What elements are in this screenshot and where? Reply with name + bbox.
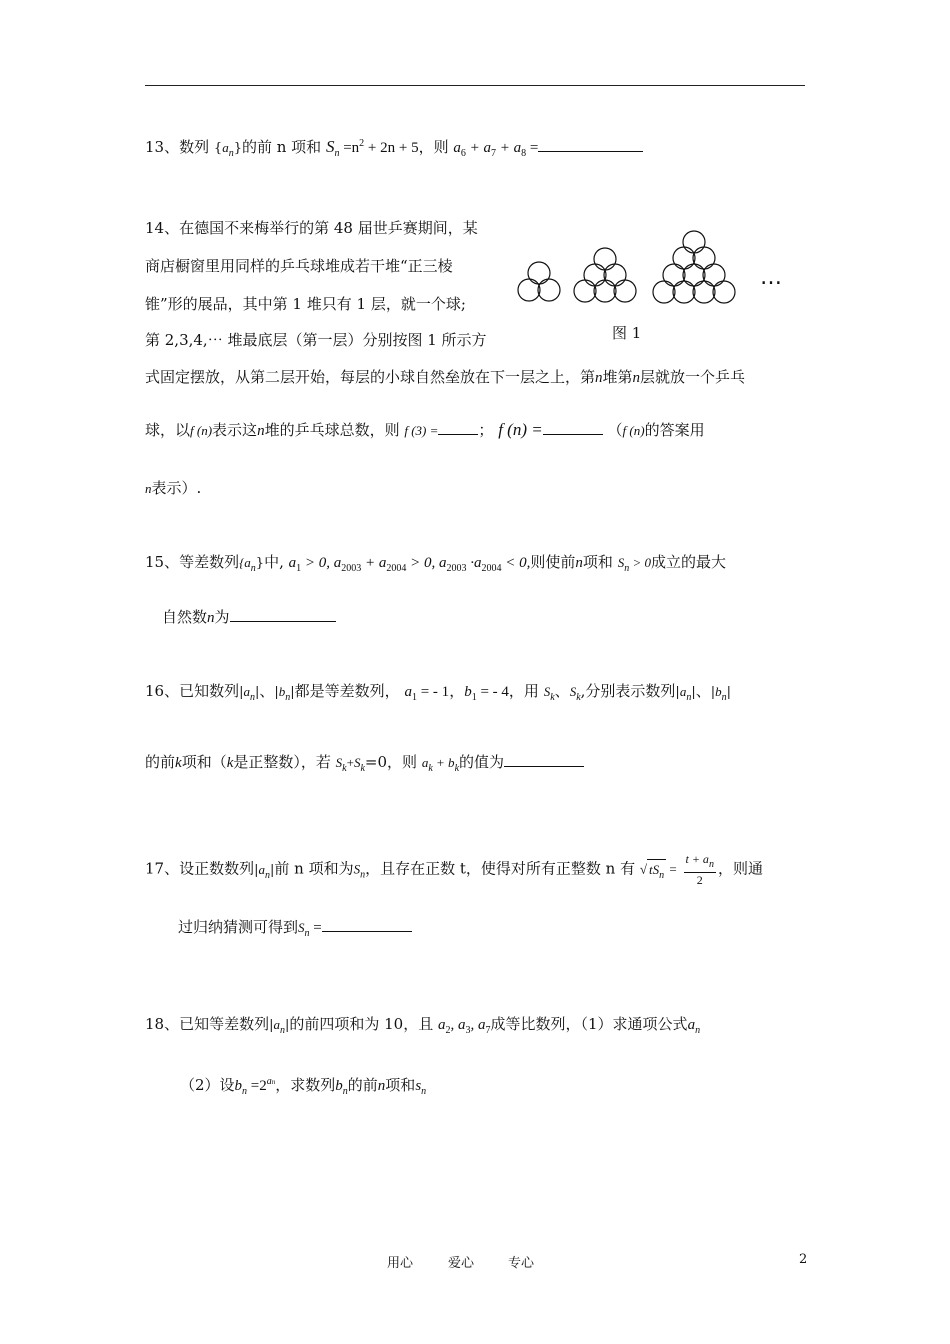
- footer-motto-1: 用心: [387, 1256, 414, 1271]
- problem-16-line-2: 的前k项和（k是正整数），若 $S_k+S_k=0$，则 $a_k + b_k$的值为: [145, 752, 584, 779]
- figure-caption: 图 1: [612, 324, 642, 342]
- fraction: $\frac{t + a_n}{2}$: [685, 852, 714, 887]
- pile-3-bottom-layer: [574, 248, 636, 302]
- problem-14-line-5: 式固定摆放，从第二层开始，每层的小球自然垒放在下一层之上，第n堆第n层就放一个乒乓: [145, 368, 746, 386]
- answer-blank[interactable]: [230, 607, 336, 622]
- page-number: 2: [799, 1252, 808, 1267]
- problem-number: 13: [145, 138, 165, 156]
- answer-blank[interactable]: [504, 752, 584, 767]
- answer-blank[interactable]: [538, 137, 643, 152]
- answer-blank[interactable]: [543, 420, 603, 435]
- problem-15-line-1: 15、等差数列$\{a_n\}$中, $a_1 > 0$, $a_{2003} + a_{2004} > 0$, $a_{2003} \cdot a_{2004} < 0$,则使前n项和 $S_n > 0$成立的最大: [145, 553, 726, 574]
- problem-13: 13、数列 $\{a_n\}$的前 n 项和 $S_n =n^2 + 2n + 5$，则 $a_6 + a_7 + a_8$ =: [145, 134, 643, 164]
- ellipsis-icon: …: [760, 265, 782, 290]
- problem-14-line-1: 14、在德国不来梅举行的第 48 届世乒赛期间，某: [145, 219, 478, 237]
- problem-17-line-1: 17、设正数数列$|a_n|$前 n 项和为$S_n$，且存在正数 t，使得对所有正整数 n 有 √ $tS_n$ = $\frac{t + a_n}{2}$ ，则通: [145, 852, 763, 887]
- problem-14-line-2: 商店橱窗里用同样的乒乓球堆成若干堆“正三棱: [145, 257, 453, 275]
- header-rule: [145, 85, 805, 86]
- problem-18-line-1: 18、已知等差数列$|a_n|$的前四项和为 10，且 $a_2$, $a_3$, $a_7$成等比数列，（1）求通项公式$a_n$: [145, 1015, 701, 1036]
- pile-2-bottom-layer: [518, 262, 560, 301]
- problem-18-line-2: （2）设$b_n =2^{an}$，求数列$b_n$的前n项和$s_n$: [180, 1076, 427, 1097]
- footer-motto-2: 爱心: [448, 1256, 475, 1271]
- ping-pong-pile-figure: [512, 228, 797, 348]
- problem-14-line-6: 球，以f (n)表示这n堆的乒乓球总数，则 f (3) = ； f (n) = （f (n)的答案用: [145, 420, 705, 439]
- problem-14-line-4: 第 2,3,4,⋯ 堆最底层（第一层）分别按图 1 所示方: [145, 331, 487, 349]
- answer-blank[interactable]: [322, 917, 412, 932]
- problem-15-line-2: 自然数n为: [162, 607, 336, 628]
- answer-blank[interactable]: [438, 420, 478, 435]
- footer-motto-3: 专心: [508, 1256, 535, 1271]
- problem-17-line-2: 过归纳猜测可得到$S_n$ =: [178, 917, 412, 944]
- problem-14-line-3: 锥”形的展品，其中第 1 堆只有 1 层，就一个球;: [145, 295, 466, 313]
- pile-4-bottom-layer: [653, 231, 735, 303]
- problem-16-line-1: 16、已知数列$|a_n|$、$|b_n|$都是等差数列， $a_1$ = - 1，$b_1$ = - 4，用 $S_k$、$S_k$,分别表示数列$|a_n|$、$|b_n|$: [145, 682, 731, 703]
- problem-14-line-7: n表示）.: [145, 479, 202, 497]
